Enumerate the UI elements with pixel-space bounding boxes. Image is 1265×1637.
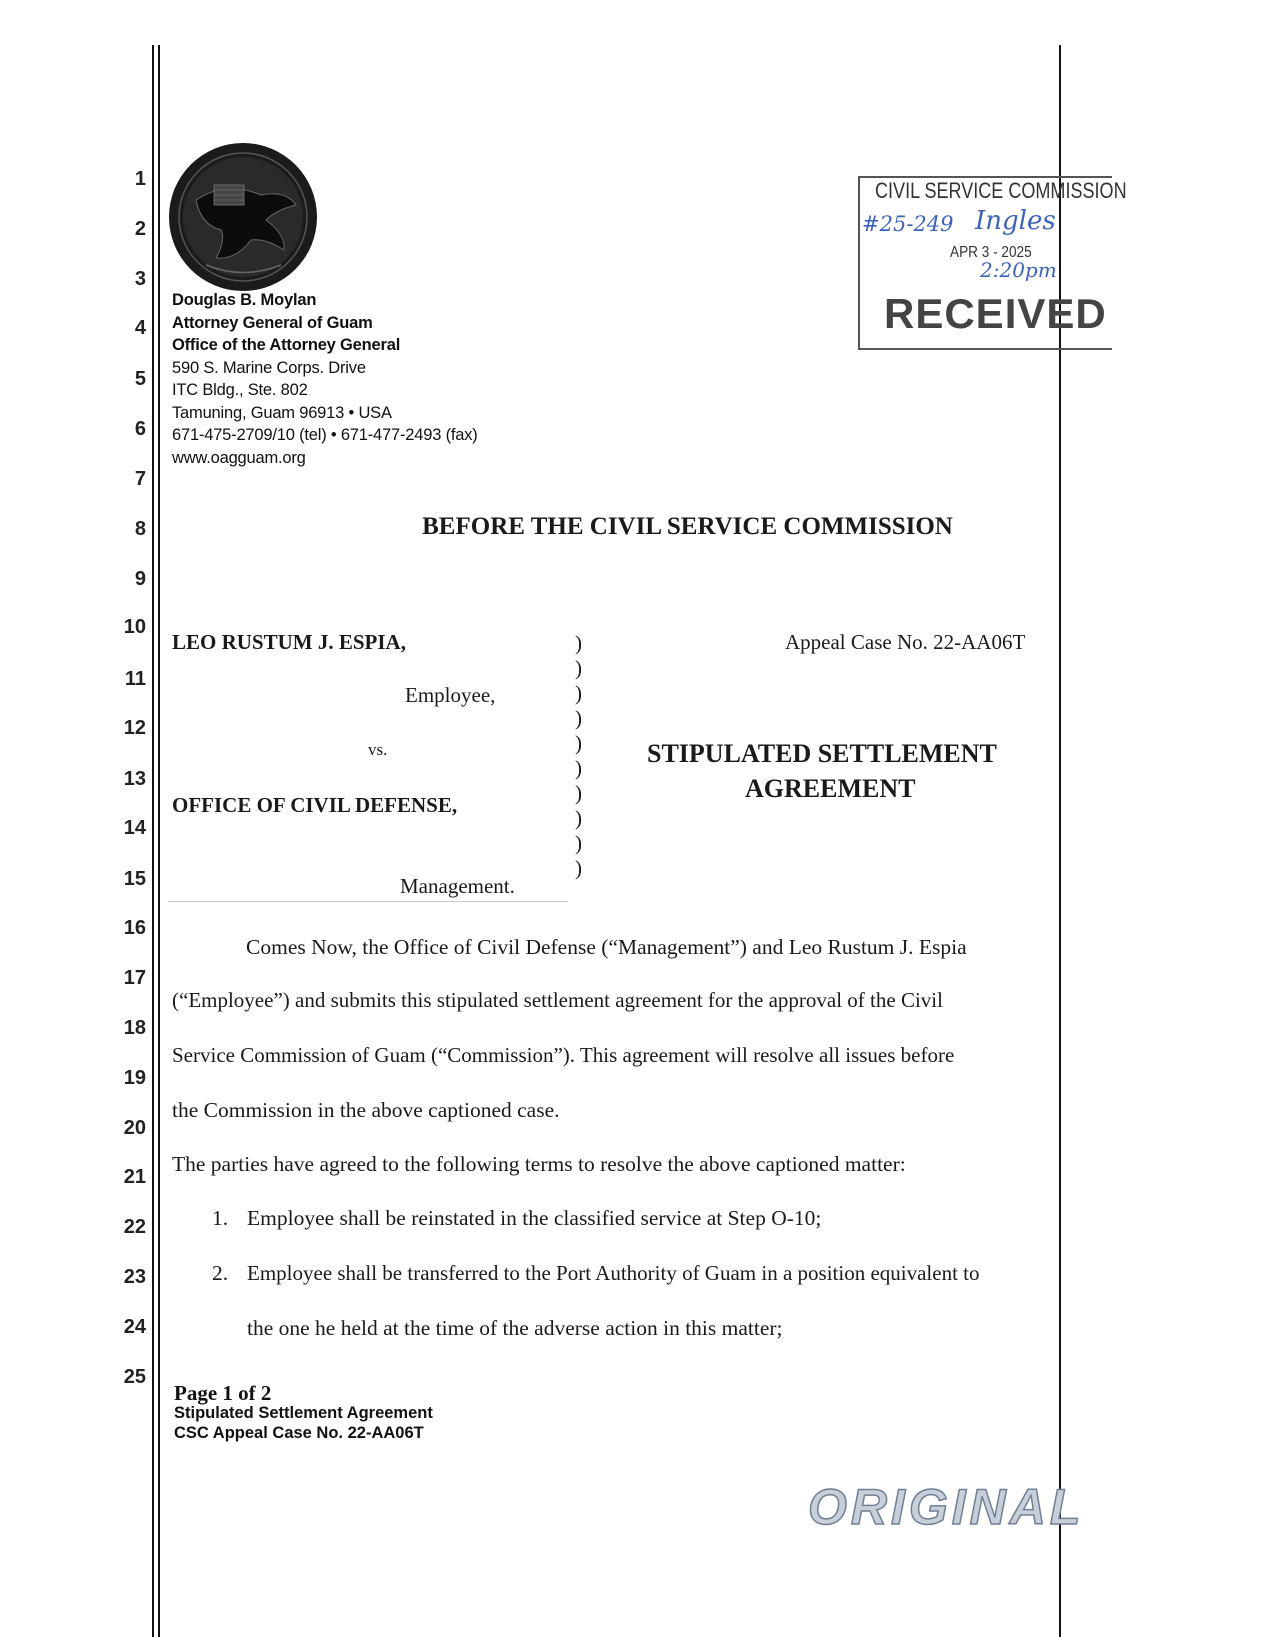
line-number: 7 (134, 468, 146, 490)
letterhead (172, 289, 478, 469)
paragraph-1-line-2: (“Employee”) and submits this stipulated settlement agreement for the approval of the Civil (172, 988, 943, 1012)
stamp-date: APR 3 - 2025 (950, 244, 1032, 261)
paragraph-1-line-3: Service Commission of Guam (“Commission”). This agreement will resolve all issues before (172, 1043, 955, 1067)
employee-role: Employee, (405, 683, 496, 707)
letterhead-city: Tamuning, Guam 96913 • USA (172, 403, 392, 422)
stamp-title: CIVIL SERVICE COMMISSION (875, 178, 1127, 203)
item-2-line-2: the one he held at the time of the adverse action in this matter; (247, 1316, 783, 1340)
caption-parens: ) ) ) ) ) ) ) ) ) ) (575, 631, 582, 880)
line-number: 5 (134, 368, 146, 390)
letterhead-office: Office of the Attorney General (172, 336, 401, 354)
left-margin-line-outer (152, 45, 154, 1637)
versus-label: vs. (368, 740, 388, 759)
line-number: 3 (134, 268, 146, 290)
page-footer (174, 1383, 433, 1443)
line-number: 15 (123, 868, 146, 890)
line-number: 2 (134, 218, 146, 240)
line-number: 19 (123, 1067, 146, 1089)
item-2-line-1: Employee shall be transferred to the Port Authority of Guam in a position equivalent to (247, 1261, 980, 1285)
document-title-line1: STIPULATED SETTLEMENT (647, 739, 997, 768)
line-number: 18 (123, 1017, 146, 1039)
caption-underline (168, 901, 568, 902)
page-number: Page 1 of 2 (174, 1381, 272, 1405)
paragraph-1-line-1: Comes Now, the Office of Civil Defense (“Management”) and Leo Rustum J. Espia (246, 935, 967, 959)
employee-name: LEO RUSTUM J. ESPIA, (172, 630, 406, 654)
paragraph-1-line-4: the Commission in the above captioned case. (172, 1098, 560, 1122)
line-number: 22 (123, 1216, 146, 1238)
line-number: 13 (123, 768, 146, 790)
document-title-line2: AGREEMENT (745, 774, 916, 803)
line-number: 1 (134, 168, 146, 190)
line-number: 11 (124, 668, 146, 690)
line-number: 10 (123, 616, 146, 638)
item-1-text: Employee shall be reinstated in the classified service at Step O-10; (247, 1206, 822, 1230)
line-number: 12 (123, 717, 146, 739)
item-1-number: 1. (212, 1206, 229, 1230)
line-number: 8 (134, 518, 146, 540)
original-stamp: ORIGINAL (808, 1479, 1085, 1535)
line-number: 21 (123, 1166, 146, 1188)
line-number: 14 (123, 817, 146, 839)
line-number: 4 (134, 317, 146, 339)
line-number: 6 (134, 418, 146, 440)
footer-document-name: Stipulated Settlement Agreement (174, 1404, 433, 1422)
letterhead-phone: 671-475-2709/10 (tel) • 671-477-2493 (fax) (172, 426, 478, 444)
management-role: Management. (400, 874, 515, 898)
item-2-number: 2. (212, 1261, 229, 1285)
line-number: 16 (123, 917, 146, 939)
letterhead-name: Douglas B. Moylan (172, 291, 317, 309)
case-number: Appeal Case No. 22-AA06T (785, 630, 1026, 654)
stamp-handwritten-initials: Ingles (975, 206, 1056, 236)
line-number: 9 (134, 568, 146, 590)
attorney-general-seal-logo (166, 140, 321, 295)
letterhead-website: www.oagguam.org (172, 448, 306, 467)
line-number: 25 (123, 1366, 146, 1388)
line-number: 20 (123, 1117, 146, 1139)
management-name: OFFICE OF CIVIL DEFENSE, (172, 793, 458, 817)
letterhead-building: ITC Bldg., Ste. 802 (172, 381, 308, 399)
paragraph-2: The parties have agreed to the following terms to resolve the above captioned matter: (172, 1152, 906, 1176)
stamp-handwritten-number: #25-249 (862, 212, 954, 236)
line-number: 17 (123, 967, 146, 989)
line-number: 23 (123, 1266, 146, 1288)
line-number: 24 (123, 1316, 146, 1338)
footer-case-number: CSC Appeal Case No. 22-AA06T (174, 1424, 424, 1442)
court-title: BEFORE THE CIVIL SERVICE COMMISSION (422, 513, 953, 540)
letterhead-title: Attorney General of Guam (172, 313, 373, 332)
letterhead-street: 590 S. Marine Corps. Drive (172, 358, 366, 377)
stamp-handwritten-time: 2:20pm (980, 258, 1057, 282)
stamp-received: RECEIVED (884, 290, 1107, 337)
left-margin-line-inner (158, 45, 160, 1637)
